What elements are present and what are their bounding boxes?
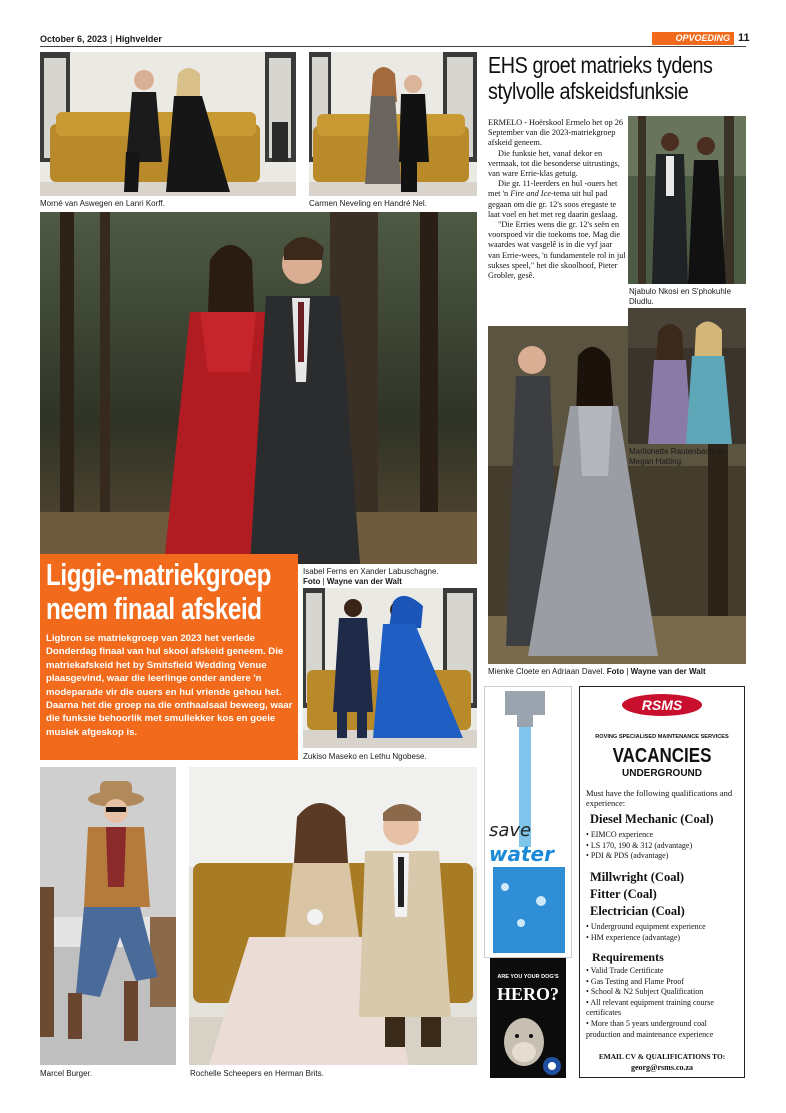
ehs-headline-line1: EHS groet matrieks tydens — [488, 52, 713, 78]
rsms-subtitle: UNDERGROUND — [622, 768, 702, 779]
rsms-job1-req-1-text: EIMCO experience — [590, 830, 654, 839]
caption-marcel: Marcel Burger. — [40, 1069, 93, 1078]
caption-carmen-handre: Carmen Neveling en Handré Nel. — [309, 199, 427, 208]
section-label: OPVOEDING — [652, 32, 734, 45]
ehs-headline-line2: stylvolle afskeidsfunksie — [488, 78, 689, 104]
dog-ad-line2: HERO? — [496, 984, 559, 1004]
dog-ad-line1: ARE YOU YOUR DOG'S — [497, 974, 559, 980]
photo-marcel — [40, 767, 176, 1065]
photo-zukiso-lethu — [303, 588, 477, 748]
issue-date: October 6, 2023 — [40, 34, 108, 44]
ehs-paragraph-3b: -tema uit hul pad gegaan om die gr. 12's soos eregaste te laat voel en het met reg daarin geslaag. — [488, 189, 618, 219]
rsms-intro: Must have the following qualifications and experience: — [586, 788, 733, 808]
rsms-req-4-text: All relevant equipment training course certificates — [586, 997, 714, 1018]
ehs-paragraph-3 — [488, 179, 626, 220]
page-header-left — [40, 34, 162, 44]
caption-njabulo-sphokuhle: Njabulo Nkosi en S'phokuhle Dludlu. — [629, 287, 732, 306]
rsms-job1-req-3: • PDI & PDS (advantage) — [586, 851, 669, 861]
ehs-paragraph-2: Die funksie het, vanaf dekor en vermaak, tot die besonderse uitrustings, van ware Errie-klas getuig. — [488, 148, 620, 179]
rsms-job2: Millwright (Coal) — [590, 870, 685, 884]
save-water-line2: water — [489, 842, 554, 866]
rsms-job1-req-2: • LS 170, 190 & 312 (advantage) — [586, 840, 693, 850]
photo-zukiso-lethu-art — [303, 588, 477, 748]
rsms-req-2-text: Gas Testing and Flame Proof — [590, 976, 684, 986]
rsms-logo: RSMS — [622, 694, 702, 716]
caption-isabel-xander-credit-name: Wayne van der Walt — [326, 577, 402, 586]
ehs-headline — [488, 52, 713, 104]
rsms-requirements-title: Requirements — [592, 950, 664, 964]
ehs-paragraph-1: ERMELO - Hoërskool Ermelo het op 26 September van die 2023-matriekgroep afskeid geneem. — [488, 118, 624, 148]
rsms-job4: Electrician (Coal) — [590, 904, 685, 918]
ehs-theme-name: Fire and Ice — [510, 189, 551, 199]
ehs-article-body — [488, 118, 626, 281]
caption-isabel-xander — [303, 567, 481, 587]
caption-mienke-adriaan-credit-name: Wayne van der Walt — [630, 667, 706, 676]
caption-rochelle-herman: Rochelle Scheepers en Herman Brits. — [190, 1069, 324, 1078]
rsms-req-5-text: More than 5 years underground coal production and maintenance experience — [586, 1018, 714, 1039]
rsms-contact: EMAIL CV & QUALIFICATIONS TO: — [598, 1052, 726, 1061]
save-water-ad — [484, 686, 572, 958]
rsms-job1-req-3-text: PDI & PDS (advantage) — [590, 851, 669, 861]
liggie-body: Ligbron se matriekgroep van 2023 het verlede Donderdag finaal van hul skool afskeid geneem. Die matriekafskeid het by Smitsfield Wedding Venue plaasgevind, waar die leerlinge onder andere 'n modeparade vir die ouers en hul vriende gehou het. Daarna het die groep na die onthaalsaal beweeg, waar die funksie behoorlik met smullekker kos en goeie musiek afgeskop is. — [46, 633, 293, 738]
rsms-req-1: • Valid Trade Certificate — [586, 966, 664, 975]
photo-marcel-art — [40, 767, 176, 1065]
rsms-req-2: • Gas Testing and Flame Proof — [586, 976, 684, 986]
liggie-headline-line1: Liggie-matriekgroep — [46, 557, 272, 592]
rsms-tagline: ROVING SPECIALISED MAINTENANCE SERVICES — [595, 734, 729, 740]
caption-mienke-adriaan-credit-sep: | — [626, 667, 629, 676]
photo-rochelle-herman-art — [189, 767, 477, 1065]
rsms-req-1-text: Valid Trade Certificate — [590, 966, 664, 975]
rsms-job1-reqs — [586, 830, 738, 862]
dog-hero-ad — [490, 958, 566, 1078]
rsms-job4-reqs — [586, 922, 738, 943]
liggie-headline-line2: neem finaal afskeid — [46, 591, 262, 626]
rsms-req-3: • School & N2 Subject Qualification — [586, 987, 704, 997]
photo-morne-lanri-art — [40, 52, 296, 196]
rsms-req-3-text: School & N2 Subject Qualification — [590, 987, 704, 997]
header-separator: | — [110, 34, 113, 44]
rsms-email[interactable]: georg@rsms.co.za — [630, 1063, 694, 1072]
photo-isabel-xander — [40, 212, 477, 564]
rsms-req-4: • All relevant equipment training course certificates — [586, 997, 714, 1018]
photo-njabulo-sphokuhle-art — [628, 116, 746, 284]
ehs-paragraph-3a: Die gr. 11-leerders en hul -ouers het met 'n — [488, 179, 618, 199]
photo-njabulo-sphokuhle — [628, 116, 746, 284]
caption-isabel-xander-text: Isabel Ferns en Xander Labuschagne. — [303, 567, 439, 576]
rsms-job4-req-1: • Underground equipment experience — [586, 922, 706, 931]
caption-isabel-xander-credit-sep: | — [322, 577, 325, 586]
dog-icon — [490, 1008, 566, 1078]
photo-isabel-xander-art — [40, 212, 477, 564]
header-rule — [40, 46, 746, 47]
rsms-job1-req-2-text: LS 170, 190 & 312 (advantage) — [590, 840, 693, 850]
rsms-title: VACANCIES — [612, 745, 712, 767]
rsms-job1: Diesel Mechanic (Coal) — [590, 812, 714, 826]
rsms-job4-req-2-text: HM experience (advantage) — [590, 932, 681, 942]
ehs-paragraph-4: "Die Erries wens die gr. 12's seën en voorspoed vir die toekoms toe. Mag die waardes wat vasgelê is in die vyf jaar van Errie-wees, 'n fundamentele rol in jul sukses speel," het die skoolhoof, Pieter Grobler, gesê. — [488, 220, 626, 281]
photo-rochelle-herman — [189, 767, 477, 1065]
caption-mienke-adriaan-credit-label: Foto — [606, 667, 625, 676]
rsms-requirements-list — [586, 966, 740, 1040]
caption-marlionette-megan: Marlionette Rautenbach en Megan Hatting. — [629, 447, 726, 466]
photo-morne-lanri — [40, 52, 296, 196]
caption-mienke-adriaan-text: Mienke Cloete en Adriaan Davel. — [488, 667, 605, 676]
rsms-req-5: • More than 5 years underground coal production and maintenance experience — [586, 1018, 714, 1039]
caption-mienke-adriaan — [488, 667, 748, 677]
caption-zukiso-lethu: Zukiso Maseko en Lethu Ngobese. — [303, 752, 427, 761]
photo-carmen-handre — [309, 52, 477, 196]
newspaper-name: Highvelder — [115, 34, 162, 44]
photo-marlionette-megan — [628, 308, 746, 444]
liggie-headline — [46, 558, 280, 626]
caption-isabel-xander-credit-label: Foto — [303, 577, 321, 586]
photo-marlionette-megan-art — [628, 308, 746, 444]
photo-carmen-handre-art — [309, 52, 477, 196]
rsms-job4-req-1-text: Underground equipment experience — [590, 922, 706, 931]
rsms-job4-req-2: • HM experience (advantage) — [586, 932, 681, 942]
rsms-job3: Fitter (Coal) — [590, 887, 657, 901]
rsms-job1-req-1: • EIMCO experience — [586, 830, 654, 839]
caption-morne-lanri: Morné van Aswegen en Lanri Korff. — [40, 199, 165, 208]
page-number: 11 — [738, 32, 750, 44]
save-water-line1: save — [489, 820, 532, 841]
